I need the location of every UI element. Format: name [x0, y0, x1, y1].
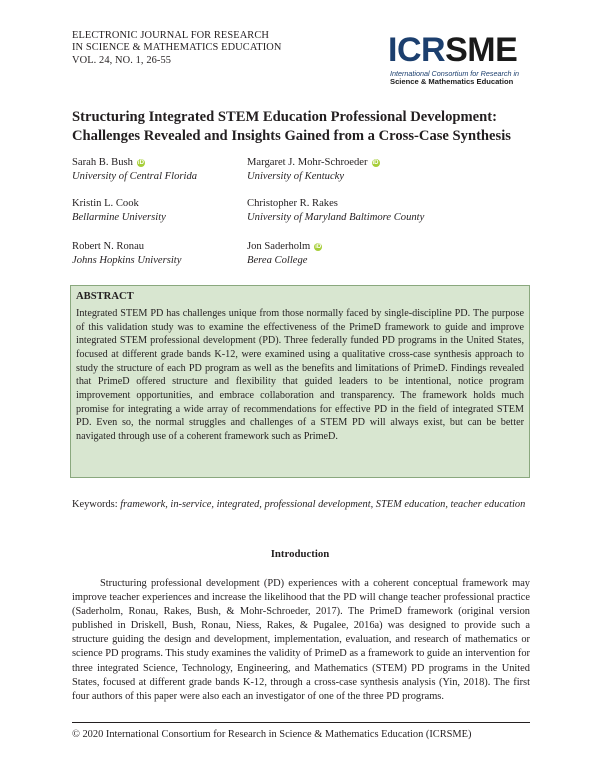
author-affiliation: Berea College — [247, 254, 308, 266]
keywords-list: framework, in-service, integrated, professional development, STEM education, teacher education — [120, 499, 526, 510]
author-name: Sarah B. Bush — [72, 157, 133, 168]
author-name: Jon Saderholm — [247, 241, 311, 252]
copyright-footer: © 2020 International Consortium for Research in Science & Mathematics Education (ICRSME) — [72, 729, 472, 740]
paper-title: Structuring Integrated STEM Education Professional Development: Challenges Revealed and Insights Gained from a Cross-Case Synthesis — [72, 109, 511, 144]
icrsme-logo — [388, 33, 538, 89]
logo-wordmark-icr: ICR — [388, 31, 446, 69]
introduction-heading: Introduction — [270, 548, 330, 560]
keywords — [72, 499, 530, 512]
author-4 — [247, 197, 424, 224]
author-6 — [247, 240, 322, 267]
author-3 — [72, 197, 166, 224]
author-affiliation: Johns Hopkins University — [72, 254, 182, 266]
abstract-heading: ABSTRACT — [76, 291, 134, 302]
footer-divider — [72, 722, 530, 723]
logo-subtitle-2: Science & Mathematics Education — [390, 77, 514, 86]
introduction-paragraph: Structuring professional development (PD) experiences with a coherent conceptual framework may improve teacher experiences and increase the likelihood that the PD will change teacher professional practice (Saderholm, Ronau, Rakes, Bush, & Mohr-Schroeder, 2017). The PrimeD framework (original version published in Driskell, Bush, Ronau, Niess, Rakes, & Pugalee, 2016a) was designed to provide such a structure guiding the design and development, implementation, evaluation, and research of mathematics or science PD programs. This study examines the validity of PrimeD as a framework to guide an intervention for three integrated Science, Technology, Engineering, and Mathematics (STEM) PD programs in the United States, focused at different grade bands K-12, through a cross-case synthesis analysis (Yin, 2018). The first four authors of this paper were also each an investigator of one of the three PD programs. — [72, 578, 530, 702]
author-affiliation: University of Maryland Baltimore County — [247, 211, 425, 223]
author-affiliation: University of Kentucky — [247, 170, 345, 182]
journal-header — [72, 30, 281, 67]
author-name: Robert N. Ronau — [72, 241, 145, 252]
author-name: Kristin L. Cook — [72, 198, 139, 209]
author-name: Christopher R. Rakes — [247, 198, 338, 209]
author-1 — [72, 156, 197, 183]
author-2 — [247, 156, 380, 183]
journal-name-line2: IN SCIENCE & MATHEMATICS EDUCATION — [72, 42, 282, 54]
logo-wordmark — [388, 33, 517, 67]
journal-name-line1: ELECTRONIC JOURNAL FOR RESEARCH — [72, 30, 269, 41]
orcid-icon[interactable]: iD — [372, 160, 379, 166]
introduction-body — [72, 577, 530, 704]
logo-subtitle-1: International Consortium for Research in — [390, 69, 520, 78]
keywords-label: Keywords: — [72, 499, 118, 510]
logo-wordmark-sme: SME — [445, 31, 518, 69]
abstract-text: Integrated STEM PD has challenges unique from those normally faced by single-discipline PD. The purpose of this validation study was to examine the effectiveness of the PrimeD framework to guide and improve integrated STEM professional development (PD). Three federally funded PD programs in the United States, focused at different grade bands K-12, were examined using a qualitative cross-case synthesis approach to study the structure of each PD program as well as the benefits and limitations of PrimeD. Findings revealed that PrimeD offered structure and flexibility that guided leaders to be intentional, notice program improvement opportunities, and embrace collaboration and transparency. The framework holds much promise for integrating a wide array of recommendations for effective PD in the field of integrated STEM PD. Even so, the normal struggles and challenges of a STEM PD will always exist, but can be better navigated through use of a coherent framework such as PrimeD. — [76, 308, 524, 442]
orcid-icon[interactable]: iD — [137, 160, 144, 166]
author-name: Margaret J. Mohr-Schroeder — [247, 157, 368, 168]
journal-volume: VOL. 24, NO. 1, 26-55 — [72, 54, 172, 66]
orcid-icon[interactable]: iD — [315, 244, 322, 250]
author-affiliation: University of Central Florida — [72, 170, 198, 182]
author-5 — [72, 240, 181, 267]
author-affiliation: Bellarmine University — [72, 211, 166, 223]
